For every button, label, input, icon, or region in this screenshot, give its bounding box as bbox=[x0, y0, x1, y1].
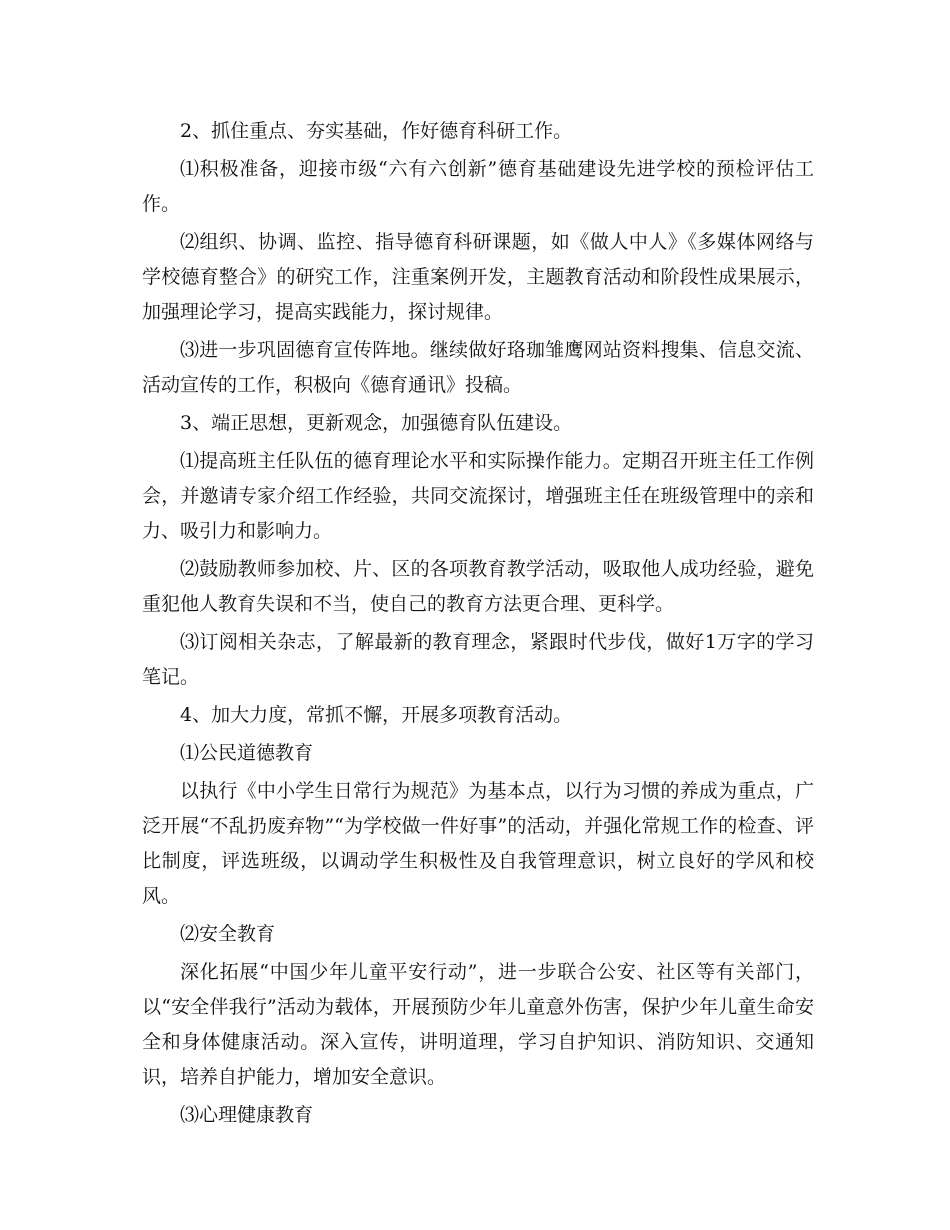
paragraph: ⑶订阅相关杂志，了解最新的教育理念，紧跟时代步伐，做好1万字的学习笔记。 bbox=[142, 631, 814, 688]
document-body bbox=[142, 114, 814, 1133]
paragraph: ⑴积极准备，迎接市级“六有六创新”德育基础建设先进学校的预检评估工作。 bbox=[142, 158, 814, 215]
subheading-civic-education: ⑴公民道德教育 bbox=[180, 742, 314, 764]
section-heading-4: 4、加大力度，常抓不懈，开展多项教育活动。 bbox=[180, 704, 573, 726]
paragraph: ⑴提高班主任队伍的德育理论水平和实际操作能力。定期召开班主任工作例会，并邀请专家介绍工作经验，共同交流探讨，增强班主任在班级管理中的亲和力、吸引力和影响力。 bbox=[142, 450, 814, 542]
section-heading-2: 2、抓住重点、夯实基础，作好德育科研工作。 bbox=[180, 120, 573, 142]
paragraph: ⑵鼓励教师参加校、片、区的各项教育教学活动，吸取他人成功经验，避免重犯他人教育失误和不当，使自己的教育方法更合理、更科学。 bbox=[142, 558, 814, 615]
subheading-mental-health-education: ⑶心理健康教育 bbox=[180, 1104, 314, 1126]
paragraph: ⑶进一步巩固德育宣传阵地。继续做好珞珈雏鹰网站资料搜集、信息交流、活动宣传的工作，积极向《德育通讯》投稿。 bbox=[142, 339, 814, 396]
paragraph: ⑵组织、协调、监控、指导德育科研课题，如《做人中人》《多媒体网络与学校德育整合》的研究工作，注重案例开发，主题教育活动和阶段性成果展示，加强理论学习，提高实践能力，探讨规律。 bbox=[142, 231, 814, 323]
subheading-safety-education: ⑵安全教育 bbox=[180, 923, 276, 945]
paragraph: 以执行《中小学生日常行为规范》为基本点，以行为习惯的养成为重点，广泛开展“不乱扔废弃物”“为学校做一件好事”的活动，并强化常规工作的检查、评比制度，评选班级，以调动学生积极性及自我管理意识，树立良好的学风和校风。 bbox=[142, 780, 814, 907]
paragraph: 深化拓展“中国少年儿童平安行动”，进一步联合公安、社区等有关部门，以“安全伴我行”活动为载体，开展预防少年儿童意外伤害，保护少年儿童生命安全和身体健康活动。深入宣传，讲明道理，学习自护知识、消防知识、交通知识，培养自护能力，增加安全意识。 bbox=[142, 961, 814, 1088]
section-heading-3: 3、端正思想，更新观念，加强德育队伍建设。 bbox=[180, 412, 573, 434]
